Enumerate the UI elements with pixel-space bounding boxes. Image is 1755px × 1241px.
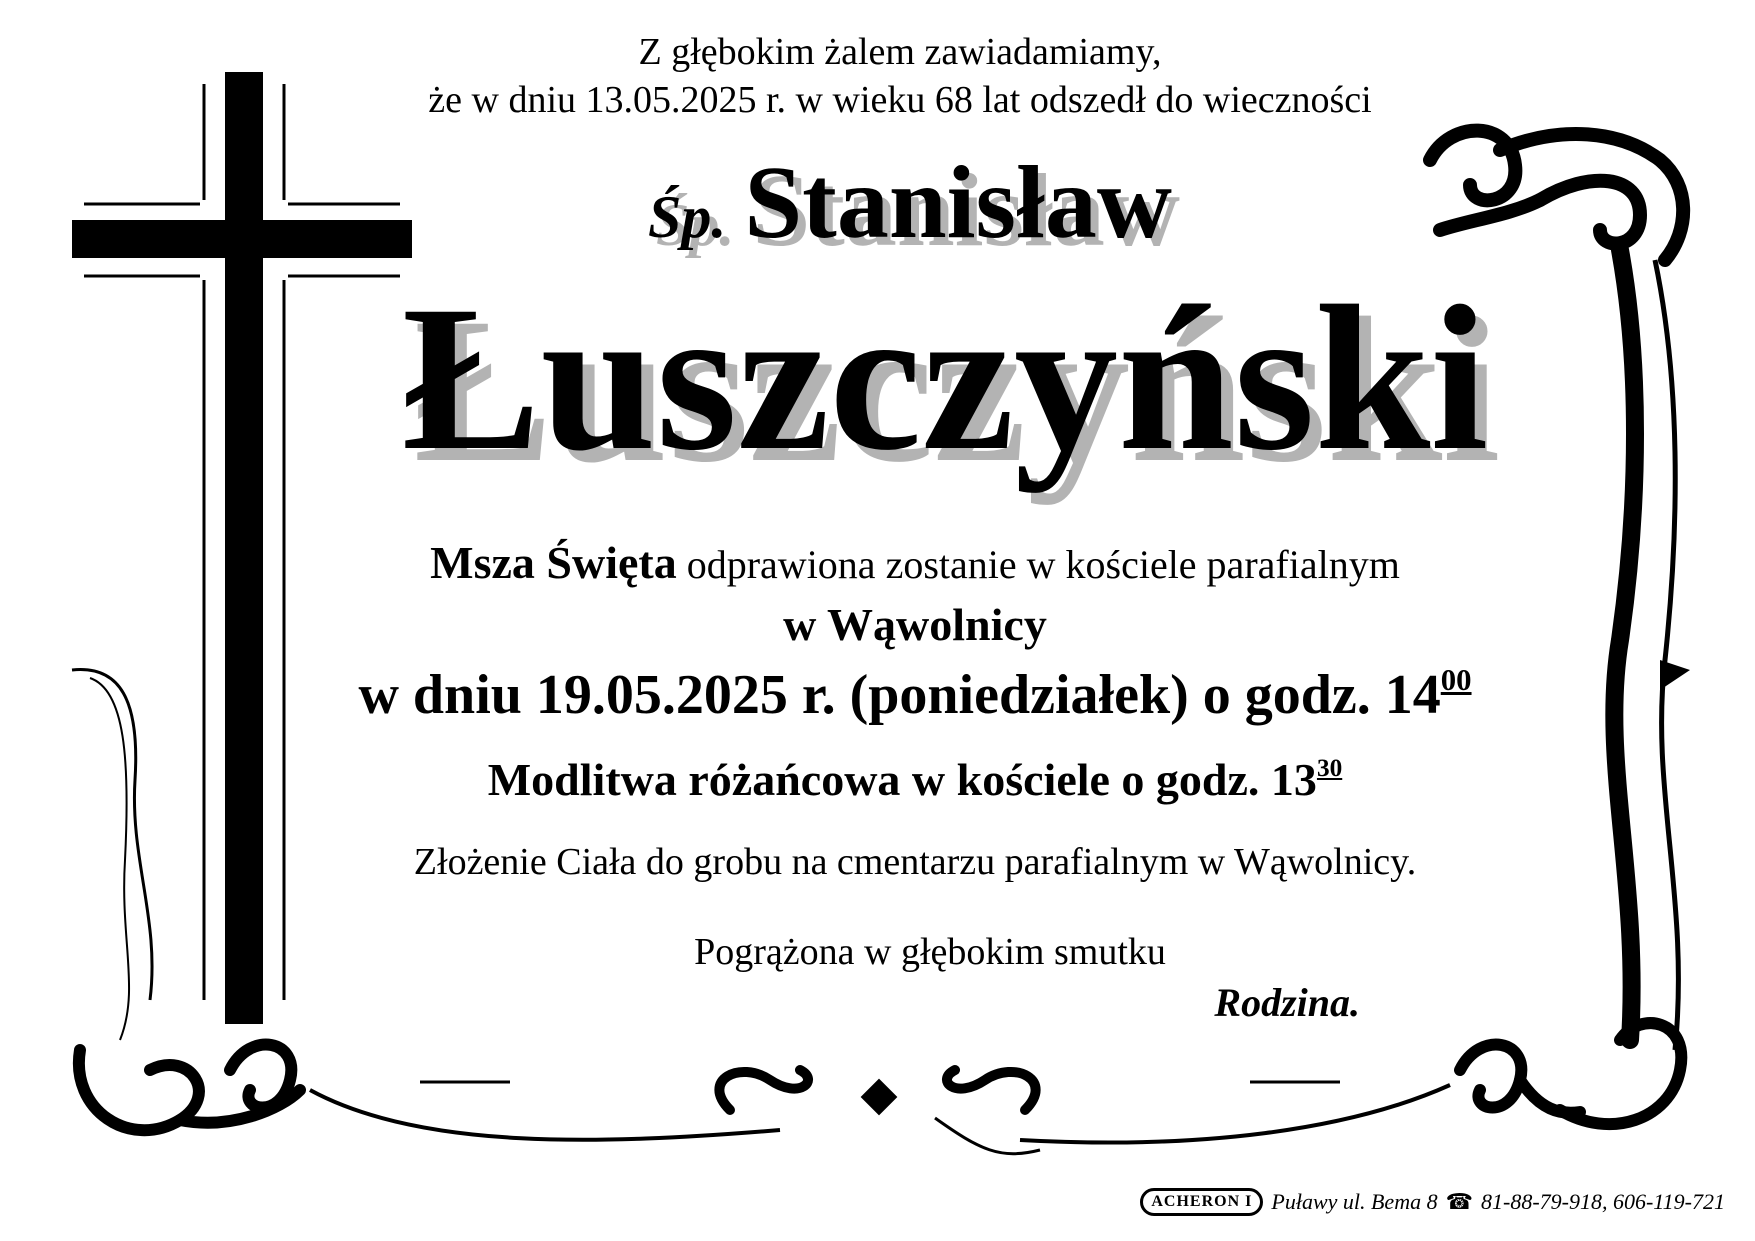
grief-line: Pogrążona w głębokim smutku: [694, 931, 1166, 973]
burial-line: Złożenie Ciała do grobu na cmentarzu parafialnym w Wąwolnicy.: [413, 841, 1417, 883]
mass-bold: Msza Święta: [430, 537, 677, 588]
surname: Łuszczyński: [401, 263, 1489, 493]
mass-text: odprawiona zostanie w kościele parafialnym: [686, 542, 1400, 587]
mass-place: w Wąwolnicy: [783, 599, 1047, 650]
footer-address: Puławy ul. Bema 8: [1271, 1189, 1438, 1214]
mass-minutes: 00: [1440, 662, 1472, 697]
rosary-minutes: 30: [1316, 754, 1343, 783]
phone-icon: ☎: [1445, 1189, 1473, 1214]
prefix: Śp.: [647, 184, 727, 250]
funeral-home-footer: [1140, 1188, 1725, 1216]
rosary-line: [300, 752, 1530, 808]
intro-line-1: Z głębokim żalem zawiadamiamy,: [638, 31, 1162, 73]
mass-date-line: [300, 662, 1530, 728]
acheron-logo: ACHERON I: [1140, 1188, 1263, 1216]
rosary-text: Modlitwa różańcowa w kościele o godz. 13: [487, 754, 1317, 805]
intro-line-2: że w dniu 13.05.2025 r. w wieku 68 lat odszedł do wieczności: [428, 79, 1372, 121]
footer-phones: 81-88-79-918, 606-119-721: [1481, 1189, 1725, 1214]
mass-date: w dniu 19.05.2025 r. (poniedziałek) o godz. 14: [358, 664, 1441, 726]
first-name-line: [560, 145, 1260, 272]
first-name: Stanisław: [744, 145, 1173, 260]
mass-line: [300, 538, 1530, 590]
family-signature: Rodzina.: [1214, 980, 1360, 1025]
